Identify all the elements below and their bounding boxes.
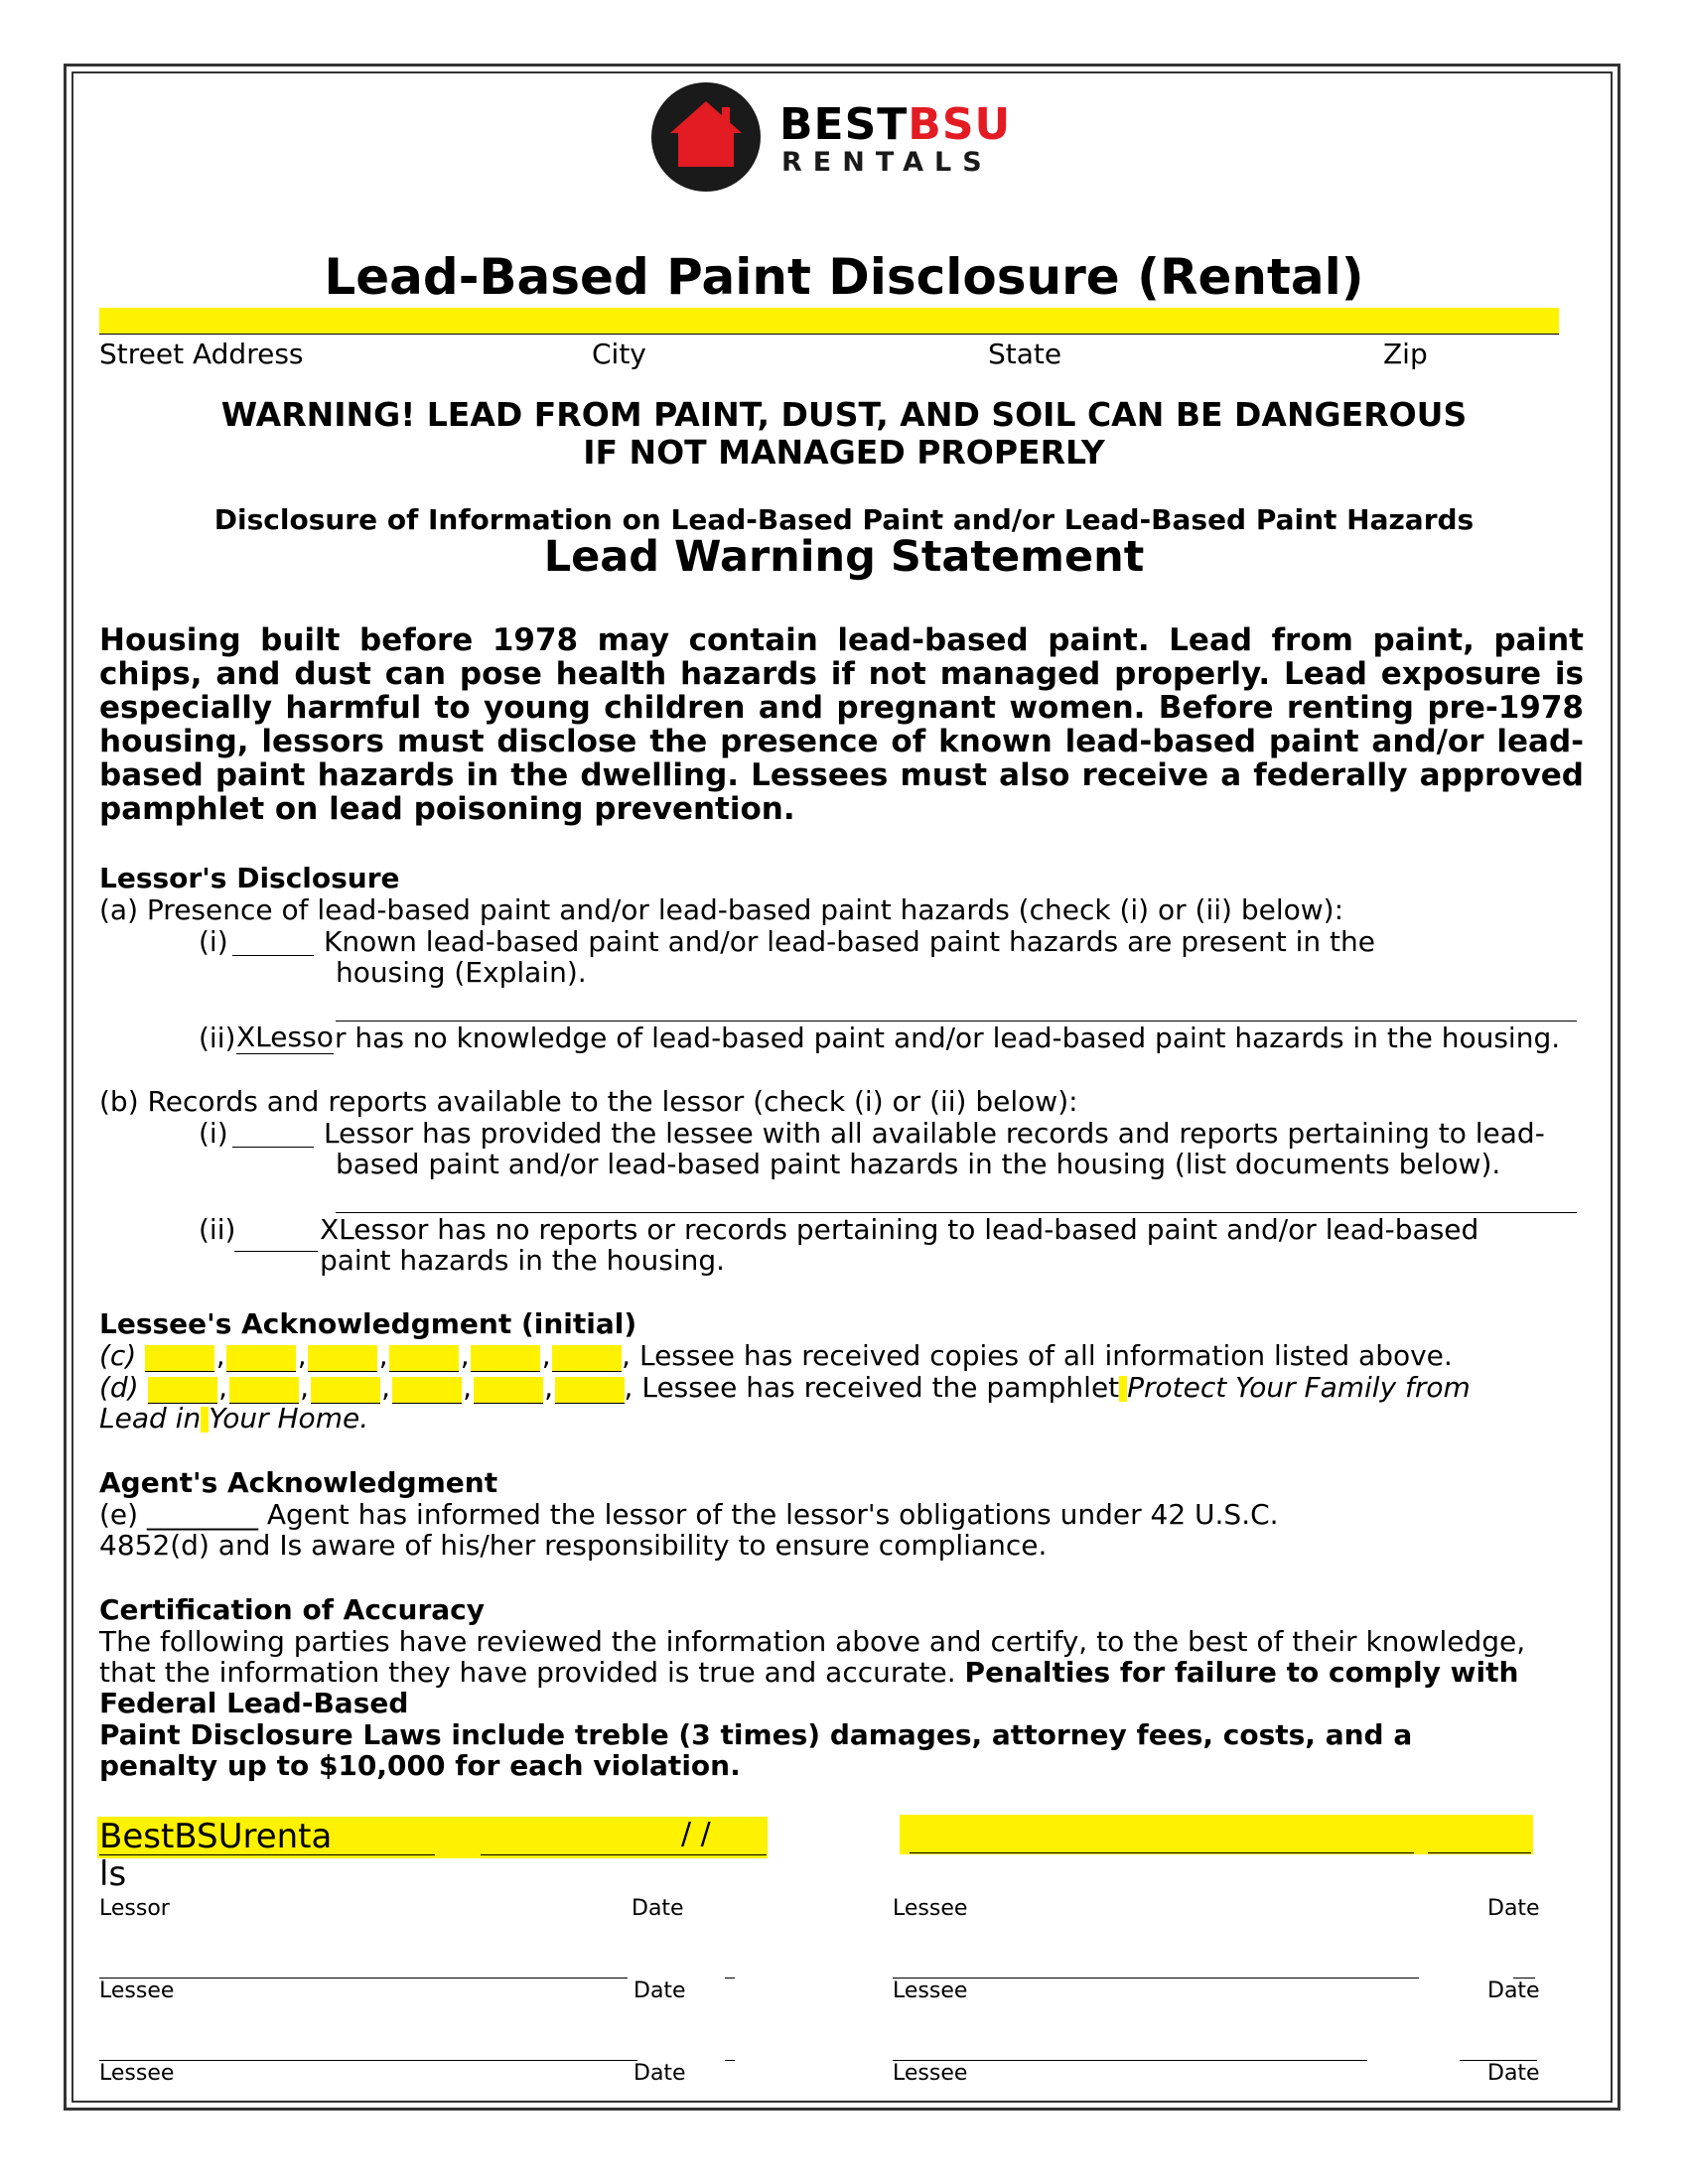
section-b-documents-line[interactable]: [336, 1184, 1577, 1213]
section-a-i-label: (i): [199, 925, 228, 958]
certification-line-3: Federal Lead-Based: [99, 1687, 409, 1719]
initial-blank[interactable]: [148, 1377, 217, 1404]
section-a-intro: (a) Presence of lead-based paint and/or lead-based paint hazards (check (i) or (ii) below):: [99, 893, 1344, 926]
item-c-label: (c): [99, 1339, 137, 1372]
row1-right-label: Lessee: [893, 1896, 968, 1921]
address-field[interactable]: [99, 308, 1559, 335]
initial-blank[interactable]: [229, 1377, 299, 1404]
company-logo: [650, 81, 1048, 193]
section-a-i-text-1: Known lead-based paint and/or lead-based paint hazards are present in the: [324, 925, 1375, 958]
agent-ack-heading: Agent's Acknowledgment: [99, 1466, 498, 1499]
row1-left-date-label: Date: [632, 1896, 684, 1921]
section-a-explain-line[interactable]: [336, 993, 1577, 1022]
logo-brand-bsu: BSU: [908, 99, 1012, 150]
lessee-date-line-2[interactable]: [725, 1946, 735, 1979]
section-b-ii-text-2: paint hazards in the housing.: [320, 1244, 726, 1277]
warning-line-1: WARNING! LEAD FROM PAINT, DUST, AND SOIL CAN BE DANGEROUS: [220, 395, 1468, 434]
item-c-row: (c) , , , , , , Lessee has received copies of all information listed above.: [99, 1339, 1453, 1372]
initial-blank[interactable]: [474, 1377, 543, 1404]
certification-line-5: penalty up to $10,000 for each violation.: [99, 1749, 741, 1782]
section-b-i-checkbox-line[interactable]: [232, 1117, 314, 1148]
row2-left-label: Lessee: [99, 1979, 175, 2003]
street-address-label: Street Address: [99, 338, 304, 370]
disclosure-subheading: Disclosure of Information on Lead-Based Paint and/or Lead-Based Paint Hazards: [213, 503, 1475, 536]
section-a-i-checkbox-line[interactable]: [232, 925, 314, 956]
lessee-signature-line-4[interactable]: [99, 2028, 637, 2061]
section-b-ii-text-1: XLessor has no reports or records pertaining to lead-based paint and/or lead-based: [320, 1213, 1479, 1246]
section-b-i-label: (i): [199, 1117, 228, 1150]
lessor-disclosure-heading: Lessor's Disclosure: [99, 862, 400, 894]
house-logo-icon: [650, 81, 762, 193]
lessee-date-line-1: [1428, 1817, 1531, 1853]
item-e-text-2: 4852(d) and Is aware of his/her responsibility to ensure compliance.: [99, 1529, 1048, 1562]
section-b-ii-label: (ii): [199, 1213, 236, 1246]
item-d-text: , Lessee has received the pamphlet: [624, 1371, 1120, 1404]
item-c-text: , Lessee has received copies of all information listed above.: [622, 1339, 1453, 1372]
item-d-row: (d) , , , , , , Lessee has received the pamphlet Protect Your Family from: [99, 1371, 1471, 1404]
row3-right-date-label: Date: [1487, 2061, 1540, 2086]
certification-line-1: The following parties have reviewed the information above and certify, to the best of their knowledge,: [99, 1625, 1526, 1658]
item-d-pamphlet-title-2b: Your Home.: [209, 1402, 369, 1434]
lessee-signature-line-2[interactable]: [99, 1946, 628, 1979]
item-d-pamphlet-title-2a: Lead in: [99, 1402, 202, 1434]
row2-left-date-label: Date: [633, 1979, 686, 2003]
lessor-name-value: BestBSUrenta: [99, 1817, 333, 1856]
row1-left-label: Lessor: [99, 1896, 170, 1921]
lead-warning-heading: Lead Warning Statement: [543, 532, 1145, 582]
lessee-ack-heading: Lessee's Acknowledgment (initial): [99, 1307, 637, 1340]
row3-left-label: Lessee: [99, 2061, 175, 2086]
row2-right-label: Lessee: [893, 1979, 968, 2003]
initial-blank[interactable]: [226, 1345, 296, 1372]
state-label: State: [988, 338, 1062, 370]
certification-line-2-bold: Penalties for failure to comply with: [964, 1656, 1519, 1689]
city-label: City: [592, 338, 646, 370]
section-a-ii-text: r has no knowledge of lead-based paint and/or lead-based paint hazards in the housing.: [335, 1022, 1561, 1054]
logo-brand-rentals: RENTALS: [781, 147, 993, 178]
certification-heading: Certification of Accuracy: [99, 1593, 485, 1626]
initial-blank[interactable]: [389, 1345, 459, 1372]
certification-line-2-normal: that the information they have provided is true and accurate.: [99, 1656, 956, 1689]
lessor-date-value[interactable]: / /: [681, 1817, 711, 1851]
lessee-signature-line-3[interactable]: [893, 1946, 1419, 1979]
section-a-i-text-2: housing (Explain).: [336, 956, 587, 989]
section-a-ii-checkmark[interactable]: XLesso: [236, 1021, 334, 1053]
row3-left-date-label: Date: [633, 2061, 686, 2086]
page-title: Lead-Based Paint Disclosure (Rental): [324, 248, 1364, 306]
lessee-date-line-4[interactable]: [725, 2028, 735, 2061]
section-b-i-text-1: Lessor has provided the lessee with all available records and reports pertaining to lead-: [324, 1117, 1545, 1150]
initial-blank[interactable]: [555, 1377, 625, 1404]
initial-blank[interactable]: [145, 1345, 214, 1372]
section-b-i-text-2: based paint and/or lead-based paint hazards in the housing (list documents below).: [336, 1148, 1501, 1180]
warning-line-2: IF NOT MANAGED PROPERLY: [583, 433, 1105, 472]
initial-blank[interactable]: [471, 1345, 540, 1372]
lead-warning-paragraph: Housing built before 1978 may contain lead-based paint. Lead from paint, paint chips, and dust can pose health hazards if not managed properly. Lead exposure is especially harmful to young children and pregnant women. Before renting pre-1978 housing, lessors must disclose the presence of known lead-based paint and/or lead-based paint hazards in the dwelling. Lessees must also receive a federally approved pamphlet on lead poisoning prevention.: [99, 622, 1584, 827]
lessee-date-line-3[interactable]: [1513, 1946, 1535, 1979]
initial-blank[interactable]: [552, 1345, 622, 1372]
lessee-date-line-5[interactable]: [1460, 2028, 1537, 2061]
zip-label: Zip: [1383, 338, 1428, 370]
logo-brand-best: BEST: [779, 99, 909, 150]
section-a-ii-label: (ii): [199, 1022, 236, 1054]
item-d-pamphlet-title-1: Protect Your Family from: [1127, 1371, 1471, 1404]
row2-right-date-label: Date: [1487, 1979, 1540, 2003]
initial-blank[interactable]: [392, 1377, 462, 1404]
initial-blank[interactable]: [308, 1345, 377, 1372]
section-b-intro: (b) Records and reports available to the lessor (check (i) or (ii) below):: [99, 1085, 1078, 1118]
certification-line-4: Paint Disclosure Laws include treble (3 times) damages, attorney fees, costs, and a: [99, 1718, 1413, 1751]
row1-right-date-label: Date: [1487, 1896, 1540, 1921]
lessee-signature-line-5[interactable]: [893, 2028, 1367, 2061]
item-d-continuation: [99, 1402, 368, 1434]
certification-line-2: [99, 1656, 1518, 1689]
lessor-name-value-continued: ls: [99, 1854, 127, 1894]
lessor-date-line: [481, 1819, 767, 1855]
row3-right-label: Lessee: [893, 2061, 968, 2086]
section-b-ii-checkbox-line[interactable]: [234, 1221, 318, 1252]
lessor-signature-line: [99, 1819, 435, 1855]
item-d-label: (d): [99, 1371, 139, 1404]
lessee-signature-line-1: [910, 1817, 1414, 1853]
initial-blank[interactable]: [311, 1377, 380, 1404]
item-e-text-1: (e) ________ Agent has informed the lessor of the lessor's obligations under 42 U.S.C.: [99, 1498, 1279, 1531]
